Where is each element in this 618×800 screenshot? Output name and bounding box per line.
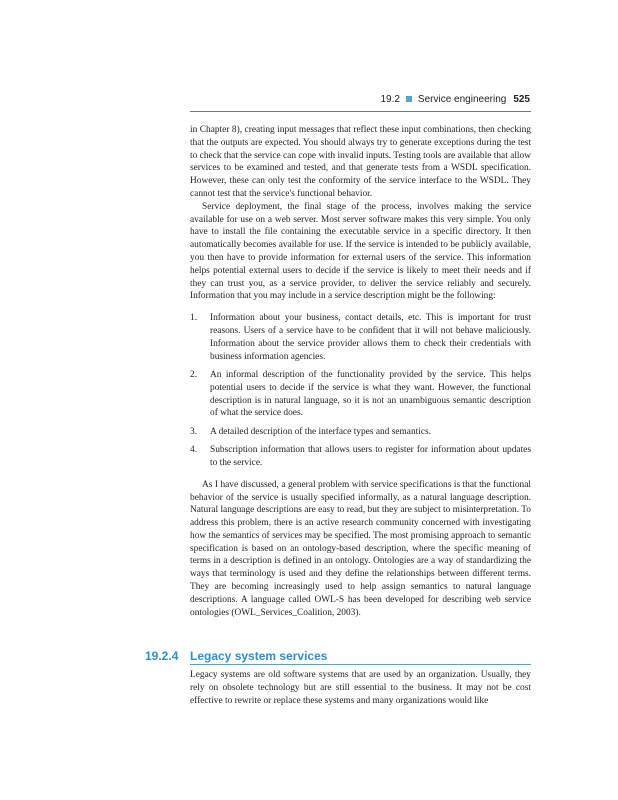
header-square-icon — [406, 96, 412, 102]
numbered-list — [190, 312, 531, 470]
list-item-number: 4. — [190, 445, 198, 456]
list-item-number: 3. — [190, 426, 198, 437]
list-item-number: 2. — [190, 369, 198, 380]
section-heading — [145, 649, 531, 663]
paragraph: As I have discussed, a general problem with service specifications is that the functional behavior of the service is usually specified informally, as a natural language description. Natural language descriptions are easy to read, but they are subject to misinterpretation. To address this problem, there is an active research community concerned with investigating how the semantics of services may be specified. The most promising approach to semantic specification is based on an ontology-based description, where the specific meaning of terms in a description is defined in an ontology. Ontologies are a way of standardizing the ways that terminology is used and they define the relationships between different terms. They are becoming increasingly used to help assign semantics to natural language descriptions. A language called OWL-S has been developed for describing web service ontologies (OWL_Services_Coalition, 2003). — [190, 479, 531, 618]
paragraph: Service deployment, the final stage of the process, involves making the service available for use on a web server. Most server software makes this very simple. You only have to install the file containing the executable service in a specific directory. It then automatically becomes available for use. If the service is intended to be publicly available, you then have to provide information for external users of the service. This information helps potential external users to decide if the service is likely to meet their needs and if they can trust you, as a service provider, to deliver the service reliably and securely. Information that you may include in a service description might be the following: — [190, 201, 531, 302]
main-text — [190, 124, 531, 619]
paragraph: in Chapter 8), creating input messages that reflect these input combinations, then checking that the outputs are expected. You should always try to generate exceptions during the test to check that the service can cope with invalid inputs. Testing tools are available that allow services to be examined and tested, and that generate tests from a WSDL specification. However, these can only test the conformity of the service interface to the WSDL. They cannot test that the service's functional behavior. — [190, 125, 531, 199]
list-item-number: 1. — [190, 313, 198, 324]
list-item — [190, 369, 531, 420]
header-chapter: 19.2 — [380, 94, 400, 105]
list-item-text: Subscription information that allows users to register for information about updates to the service. — [210, 445, 531, 468]
list-item — [190, 312, 531, 363]
page-number: 525 — [513, 94, 530, 105]
list-item — [190, 426, 531, 439]
section-divider — [190, 664, 531, 665]
section-title: Legacy system services — [190, 649, 328, 663]
list-item-text: A detailed description of the interface types and semantics. — [210, 426, 432, 437]
list-item-text: Information about your business, contact details, etc. This is important for trust reasons. Users of a service have to be confident that it will not behave maliciously. Information about the service provider allows them to check their credentials with business information agencies. — [210, 313, 531, 362]
list-item-text: An informal description of the functionality provided by the service. This helps potential users to decide if the service is what they want. However, the functional description is in natural language, so it is not an unambiguous semantic description of what the service does. — [210, 369, 531, 419]
running-header — [190, 93, 530, 107]
header-section-title: Service engineering — [417, 94, 507, 105]
section-number: 19.2.4 — [145, 649, 179, 663]
paragraph: Legacy systems are old software systems that are used by an organization. Usually, they rely on obsolete technology but are still essential to the business. It may not be cost effective to rewrite or replace these systems and many organizations would like — [190, 670, 531, 706]
header-divider — [190, 111, 531, 112]
list-item — [190, 444, 531, 470]
section-text — [190, 669, 531, 707]
